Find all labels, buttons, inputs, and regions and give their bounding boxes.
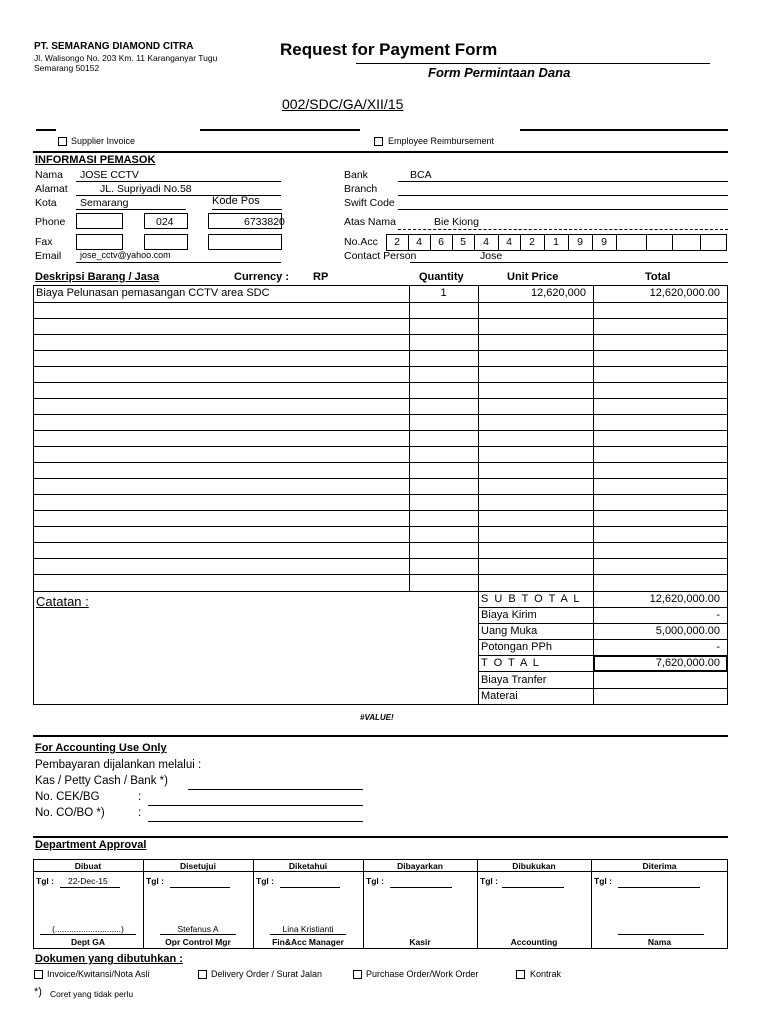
accounting-title: For Accounting Use Only [35, 742, 167, 754]
account-digit: 4 [483, 236, 489, 248]
field-line [398, 209, 728, 210]
approval-signature-name[interactable]: Lina Kristianti [282, 924, 334, 934]
nama-value[interactable]: JOSE CCTV [80, 169, 139, 181]
down-payment-label: Uang Muka [481, 625, 538, 637]
alamat-label: Alamat [35, 183, 68, 195]
divider [33, 151, 728, 153]
delivery-order-checkbox[interactable] [198, 970, 207, 979]
title-underline [356, 63, 710, 64]
approval-role: Kasir [409, 937, 431, 947]
bank-value[interactable]: BCA [410, 169, 432, 181]
approval-role: Dept GA [71, 937, 105, 947]
contact-value[interactable]: Jose [480, 250, 503, 262]
total-header: Total [645, 271, 671, 283]
accounting-line-1: Pembayaran dijalankan melalui : [35, 759, 202, 771]
field-line [398, 195, 728, 196]
document-option: Kontrak [530, 969, 562, 979]
items-table [33, 285, 728, 592]
unit-price-header: Unit Price [507, 271, 559, 283]
divider [33, 836, 728, 838]
form-subtitle: Form Permintaan Dana [428, 65, 571, 80]
approval-header-dibukukan: Dibukukan [512, 861, 556, 871]
approval-signature-name[interactable]: (............................) [52, 924, 124, 934]
kode-pos-label: Kode Pos [212, 195, 260, 207]
item-unit-price[interactable]: 12,620,000 [530, 287, 586, 299]
email-label: Email [35, 250, 62, 262]
invoice-checkbox[interactable] [34, 970, 43, 979]
total-value: 7,620,000.00 [655, 657, 720, 669]
phone-label: Phone [35, 216, 66, 228]
tax-label: Potongan PPh [481, 641, 552, 653]
quantity-header: Quantity [419, 271, 464, 283]
item-quantity[interactable]: 1 [440, 287, 447, 299]
supplier-invoice-label: Supplier Invoice [71, 136, 136, 146]
field-line[interactable] [148, 821, 363, 822]
approval-role: Accounting [510, 937, 558, 947]
company-address-1: Jl. Walisongo No. 203 Km. 11 Karanganyar Tugu [34, 53, 218, 63]
approval-header-dibuat: Dibuat [74, 861, 102, 871]
total-label: T O T A L [481, 657, 541, 669]
approval-header-disetujui: Disetujui [180, 861, 216, 871]
approval-role: Nama [647, 937, 672, 947]
field-line [398, 229, 728, 230]
field-line [76, 262, 281, 263]
accounting-line-3: No. CEK/BG [35, 791, 100, 803]
nama-label: Nama [35, 169, 64, 181]
branch-label: Branch [344, 183, 378, 195]
employee-reimbursement-label: Employee Reimbursement [388, 136, 495, 146]
tgl-label: Tgl : [146, 876, 164, 886]
purchase-order-checkbox[interactable] [353, 970, 362, 979]
account-digit: 2 [529, 236, 535, 248]
swift-label: Swift Code [344, 197, 395, 209]
form-title: Request for Payment Form [280, 40, 498, 59]
phone-country-box[interactable] [76, 213, 123, 229]
value-error-text: #VALUE! [360, 713, 394, 722]
fax-area-box[interactable] [144, 234, 188, 250]
kota-label: Kota [35, 197, 57, 209]
form-number: 002/SDC/GA/XII/15 [282, 96, 404, 112]
account-digit: 9 [601, 236, 607, 248]
bank-label: Bank [344, 169, 368, 181]
notes-label: Catatan : [36, 594, 89, 609]
supplier-section-title: INFORMASI PEMASOK [35, 154, 156, 166]
account-digit: 5 [460, 236, 466, 248]
field-line [76, 209, 186, 210]
subtotal-value: 12,620,000.00 [649, 593, 720, 605]
fax-number-box[interactable] [208, 234, 282, 250]
divider [33, 735, 728, 737]
field-line[interactable] [148, 805, 363, 806]
contact-label: Contact Person [344, 250, 417, 262]
document-option: Invoice/Kwitansi/Nota Asli [47, 969, 150, 979]
supplier-invoice-checkbox[interactable] [58, 137, 67, 146]
shipping-value[interactable]: - [716, 609, 720, 621]
footnote-text: Coret yang tidak perlu [50, 989, 134, 999]
approval-signature-name[interactable]: Stefanus A [177, 924, 219, 934]
accounting-line-2: Kas / Petty Cash / Bank *) [35, 775, 168, 787]
currency-label: Currency : [234, 271, 290, 283]
atas-nama-value[interactable]: Bie Kiong [434, 216, 479, 228]
account-digit: 4 [506, 236, 512, 248]
document-option: Delivery Order / Surat Jalan [211, 969, 323, 979]
subtotal-label: S U B T O T A L [481, 593, 581, 605]
company-address-2: Semarang 50152 [34, 63, 100, 73]
divider [36, 129, 56, 131]
approval-header-diketahui: Diketahui [288, 861, 328, 871]
document-option: Purchase Order/Work Order [366, 969, 479, 979]
tgl-label: Tgl : [594, 876, 612, 886]
approval-role: Opr Control Mgr [165, 937, 231, 947]
field-line [212, 209, 282, 210]
colon: : [138, 791, 142, 803]
account-digit: 6 [438, 236, 444, 248]
account-digit: 2 [394, 236, 400, 248]
down-payment-value[interactable]: 5,000,000.00 [655, 625, 720, 637]
currency-value: RP [313, 271, 329, 283]
kota-value[interactable]: Semarang [80, 197, 129, 209]
item-description[interactable]: Biaya Pelunasan pemasangan CCTV area SDC [36, 287, 270, 299]
colon: : [138, 807, 142, 819]
approval-header-dibayarkan: Dibayarkan [397, 861, 443, 871]
transfer-fee-label: Biaya Tranfer [481, 674, 547, 686]
approval-date[interactable]: 22-Dec-15 [68, 876, 108, 886]
accounting-line-4: No. CO/BO *) [35, 807, 105, 819]
divider [200, 129, 360, 131]
documents-title: Dokumen yang dibutuhkan : [35, 953, 183, 965]
tgl-label: Tgl : [36, 876, 54, 886]
field-line [410, 262, 728, 263]
tax-value[interactable]: - [716, 641, 720, 653]
approval-role: Fin&Acc Manager [272, 937, 344, 947]
atas-nama-label: Atas Nama [344, 216, 396, 228]
stamp-duty-label: Materai [481, 690, 518, 702]
phone-number-value: 6733820 [244, 216, 285, 228]
tgl-label: Tgl : [480, 876, 498, 886]
account-digit: 4 [416, 236, 422, 248]
phone-area-value: 024 [156, 216, 174, 228]
footnote-mark: *) [34, 986, 42, 998]
item-total[interactable]: 12,620,000.00 [649, 287, 720, 299]
divider [520, 129, 728, 131]
shipping-label: Biaya Kirim [481, 609, 537, 621]
account-digit: 9 [577, 236, 583, 248]
fax-label: Fax [35, 236, 53, 248]
contract-checkbox[interactable] [516, 970, 525, 979]
items-description-header: Deskripsi Barang / Jasa [35, 271, 160, 283]
account-digit: 1 [553, 236, 559, 248]
approval-table [33, 859, 728, 949]
no-acc-label: No.Acc [344, 236, 378, 248]
fax-country-box[interactable] [76, 234, 123, 250]
employee-reimbursement-checkbox[interactable] [374, 137, 383, 146]
approval-title: Department Approval [35, 839, 147, 851]
alamat-value[interactable]: JL. Supriyadi No.58 [100, 183, 192, 195]
email-value[interactable]: jose_cctv@yahoo.com [80, 250, 171, 260]
tgl-label: Tgl : [366, 876, 384, 886]
company-name: PT. SEMARANG DIAMOND CITRA [34, 41, 194, 52]
approval-header-diterima: Diterima [642, 861, 677, 871]
field-line[interactable] [188, 789, 363, 790]
field-line [76, 181, 281, 182]
field-line [398, 181, 728, 182]
tgl-label: Tgl : [256, 876, 274, 886]
